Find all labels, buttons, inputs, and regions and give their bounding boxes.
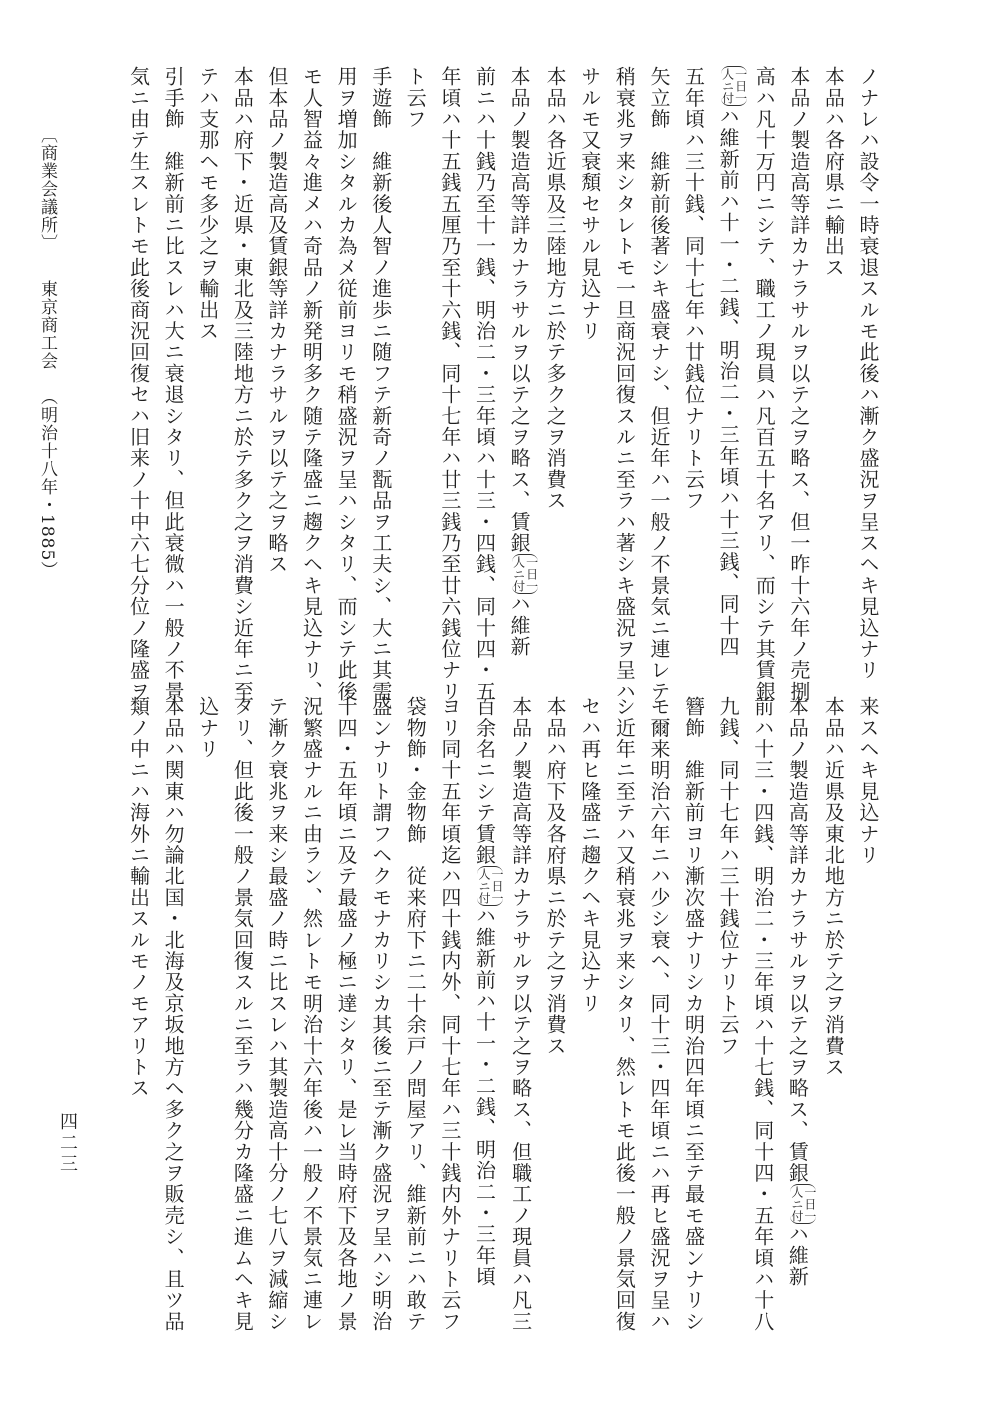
- source-citation: [30, 126, 64, 579]
- source-organization: 東京商工会: [37, 280, 57, 370]
- text-column: 前ハ十三・四銭、明治二・三年頃ハ十七銭、同十四・五年頃ハ十八: [750, 696, 775, 1332]
- text-column: 矢立飾 維新前後著シキ盛衰ナシ、但近年ハ一般ノ不景気ニ連レテ: [646, 66, 671, 702]
- text-column: 本品ハ府下及各府県ニ於テ之ヲ消費ス: [543, 696, 568, 1057]
- warichu-note: 一日一 人ニ付: [511, 555, 539, 592]
- text-column: 本品ハ関東ハ勿論北国・北海及京坂地方ヘ多ク之ヲ販売シ、且ツ品: [161, 696, 186, 1333]
- text-column: 十四・五年頃ニ及テ最盛ノ極ニ達シタリ、是レ当時府下及各地ノ景: [334, 696, 359, 1332]
- text-column: 但本品ノ製造高及賃銀等詳カナラサルヲ以テ之ヲ略ス: [264, 66, 289, 575]
- text-column: 込ナリ: [195, 696, 220, 760]
- text-column: 九銭、同十七年ハ三十銭位ナリト云フ: [716, 696, 741, 1057]
- text-column: 本品ノ製造高等詳カナラサルヲ以テ之ヲ略ス、但一昨十六年ノ売捌: [786, 66, 811, 702]
- text-column: 簪飾 維新前ヨリ漸次盛ナリシカ明治四年頃ニ至テ最モ盛ンナリシ: [681, 696, 706, 1332]
- text-column: タリ、但此後一般ノ景気回復スルニ至ラハ幾分カ隆盛ニ進ムヘキ見: [230, 696, 255, 1332]
- text-column: モ人智益々進メハ奇品ノ新発明多ク随テ隆盛ニ趨クヘキ見込ナリ、: [299, 66, 324, 702]
- text-column: セハ再ヒ隆盛ニ趨クヘキ見込ナリ: [577, 696, 602, 1014]
- warichu-note: 一日一 人ニ付: [789, 1185, 817, 1222]
- text-column: 高ハ凡十万円ニシテ、職工ノ現員ハ凡百五十名アリ、而シテ其賃銀: [752, 66, 777, 702]
- warichu-note: 一日一 人ニ付: [720, 68, 748, 104]
- text-column: 本品ハ各府県ニ輸出ス: [821, 66, 846, 278]
- text-column-with-note: 百余名ニシテ賃銀一日一 人ニ付ハ維新前ハ十一・二銭、明治二・三年頃: [472, 696, 504, 1288]
- text-column-with-note: 本品ノ製造高等詳カナラサルヲ以テ之ヲ略ス、賃銀一日一 人ニ付ハ維新: [785, 696, 817, 1288]
- text-column: 稍衰兆ヲ来シタレトモ一旦商況回復スルニ至ラハ著シキ盛況ヲ呈ハ: [612, 66, 637, 702]
- text-column: 前ニハ十銭乃至十一銭、明治二・三年頃ハ十三・四銭、同十四・五: [472, 66, 497, 702]
- text-column: 五年頃ハ三十銭、同十七年ハ廿銭位ナリト云フ: [681, 66, 706, 512]
- text-column: 引手飾 維新前ニ比スレハ大ニ衰退シタリ、但此衰微ハ一般ノ不景: [161, 66, 186, 702]
- source-era: （明治十八年・1885）: [37, 388, 57, 580]
- source-label: 〔商業会議所〕: [37, 126, 57, 252]
- text-column: 況繁盛ナルニ由ラン、然レトモ明治十六年後ハ一般ノ不景気ニ連レ: [299, 696, 324, 1332]
- warichu-note: 一日一 人ニ付: [476, 867, 504, 904]
- text-column: 本品ハ近県及東北地方ニ於テ之ヲ消費ス: [821, 696, 846, 1078]
- text-column: 袋物飾・金物飾 従来府下ニ二十余戸ノ問屋アリ、維新前ニハ敢テ: [403, 696, 428, 1332]
- text-column: 年頃ハ十五銭五厘乃至十六銭、同十七年ハ廿三銭乃至廿六銭位ナリ: [437, 66, 462, 702]
- text-column: 類ノ中ニハ海外ニ輸出スルモノモアリトス: [126, 696, 151, 1099]
- page-number: 四二三: [57, 1112, 78, 1175]
- text-column: モ爾来明治六年ニハ少シ衰ヘ、同十三・四年頃ニハ再ヒ盛況ヲ呈ハ: [646, 696, 671, 1332]
- text-column: 気ニ由テ生スレトモ此後商況回復セハ旧来ノ十中六七分位ノ隆盛ヲ: [126, 66, 151, 702]
- text-column: 本品ハ各近県及三陸地方ニ於テ多ク之ヲ消費ス: [543, 66, 568, 512]
- text-column-with-note: 一日一 人ニ付ハ維新前ハ十一・二銭、明治二・三年頃ハ十三銭、同十四: [716, 68, 748, 658]
- text-column: ヨリ同十五年頃迄ハ四十銭内外、同十七年ハ三十銭内外ナリト云フ: [437, 696, 462, 1332]
- text-column: テ漸ク衰兆ヲ来シ最盛ノ時ニ比スレハ其製造高十分ノ七八ヲ減縮シ: [264, 696, 289, 1332]
- text-column: ノナレハ設令一時衰退スルモ此後ハ漸ク盛況ヲ呈スヘキ見込ナリ: [856, 66, 880, 681]
- text-column: サルモ又衰頽セサル見込ナリ: [577, 66, 602, 342]
- text-block-top: [125, 66, 885, 702]
- text-column: シ近年ニ至テハ又稍衰兆ヲ来シタリ、然レトモ此後一般ノ景気回復: [612, 696, 637, 1332]
- text-column: ト云フ: [403, 66, 428, 130]
- text-column: 来スヘキ見込ナリ: [856, 696, 880, 866]
- text-column: 本品ハ府下・近県・東北及三陸地方ニ於テ多ク之ヲ消費シ近年ニ至: [230, 66, 255, 702]
- text-column: 手遊飾 維新後人智ノ進歩ニ随フテ新奇ノ翫品ヲ工夫シ、大ニ其需: [368, 66, 393, 702]
- text-column: 本品ノ製造高等詳カナラサルヲ以テ之ヲ略ス、但職工ノ現員ハ凡三: [508, 696, 533, 1332]
- text-column: テハ支那ヘモ多少之ヲ輸出ス: [195, 66, 220, 342]
- text-column: 盛ンナリト謂フヘクモナカリシカ其後ニ至テ漸ク盛況ヲ呈ハシ明治: [368, 696, 393, 1332]
- text-column: 用ヲ増加シタルカ為メ従前ヨリモ稍盛況ヲ呈ハシタリ、而シテ此後: [334, 66, 359, 702]
- source-year: 1885: [37, 514, 57, 562]
- text-column-with-note: 本品ノ製造高等詳カナラサルヲ以テ之ヲ略ス、賃銀一日一 人ニ付ハ維新: [507, 66, 539, 658]
- text-block-bottom: [125, 696, 885, 1416]
